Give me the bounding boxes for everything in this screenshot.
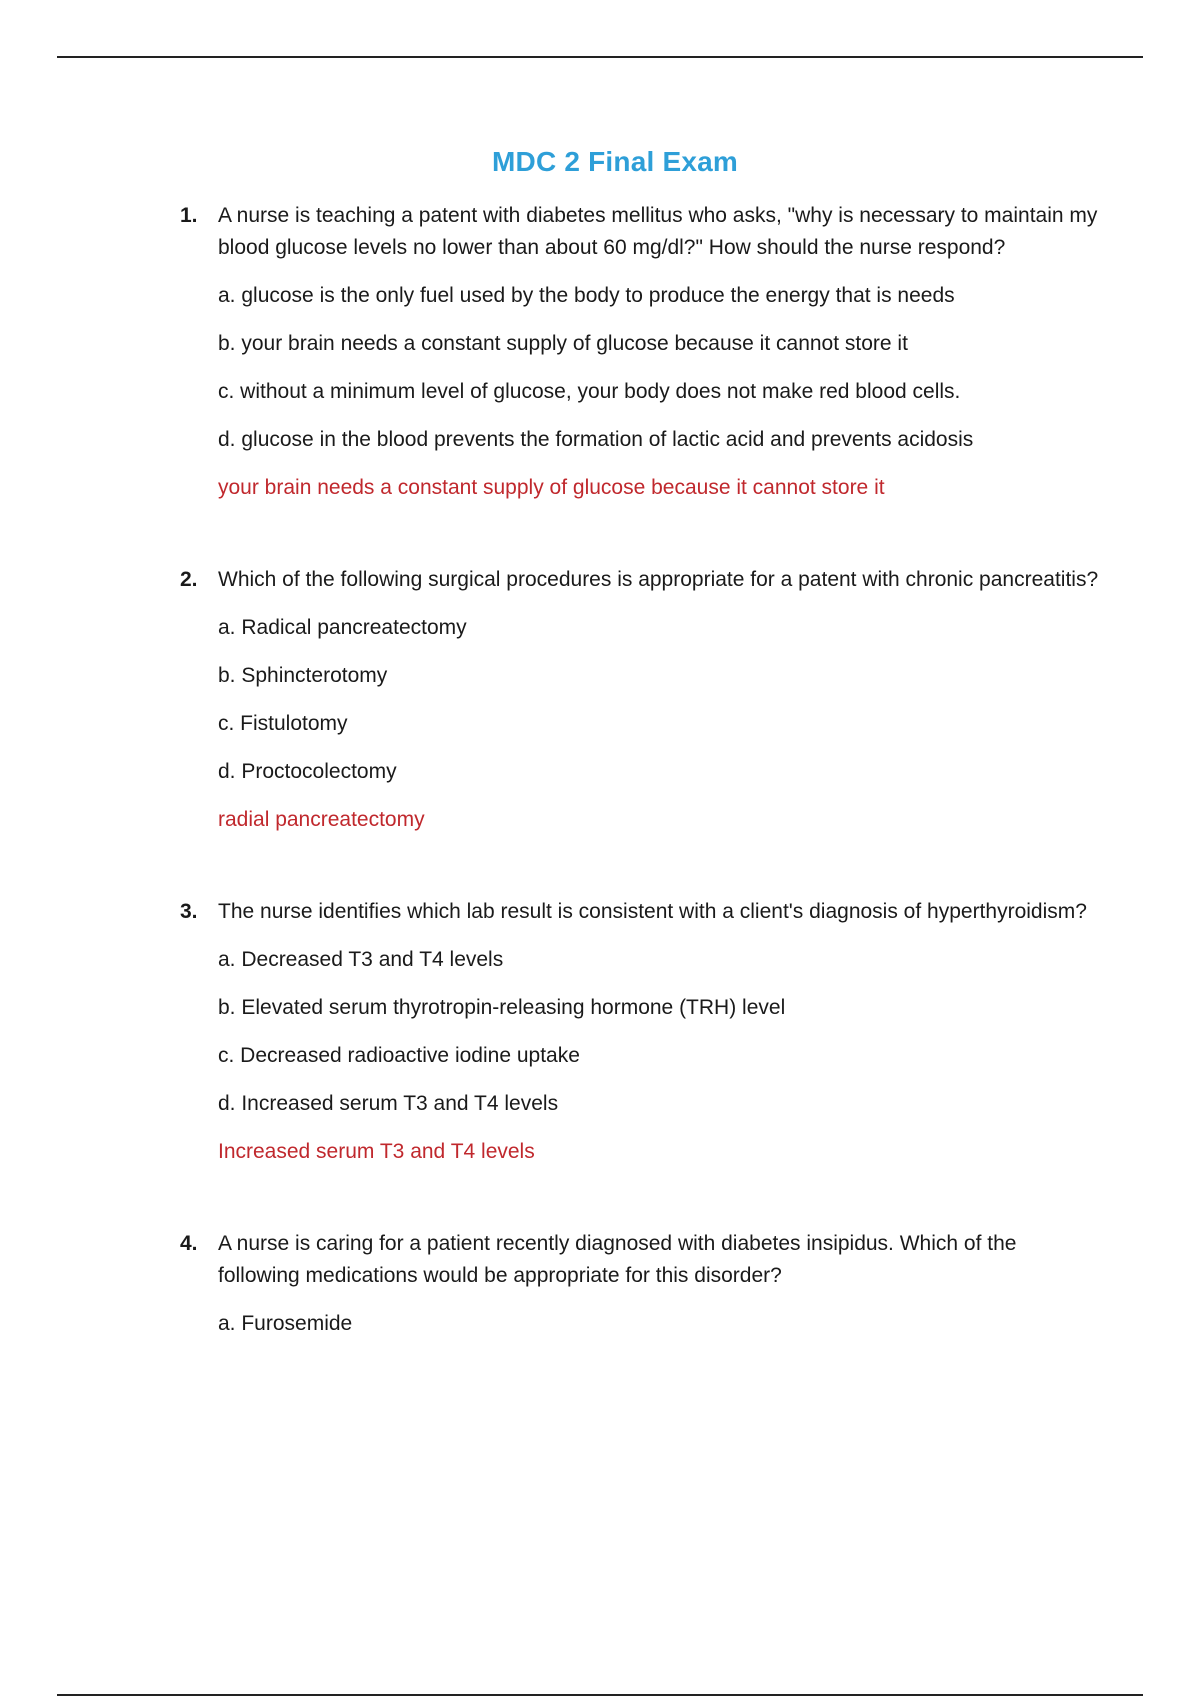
option-c: c. without a minimum level of glucose, your body does not make red blood cells.	[218, 380, 961, 403]
question-4	[180, 1228, 1100, 1340]
question-number: 3.	[180, 900, 198, 923]
question-2	[180, 564, 1100, 836]
option-b: b. your brain needs a constant supply of glucose because it cannot store it	[218, 332, 908, 355]
question-number: 4.	[180, 1232, 198, 1255]
question-text: Which of the following surgical procedures is appropriate for a patent with chronic pancreatitis?	[218, 568, 1099, 591]
option-a: a. Radical pancreatectomy	[218, 616, 467, 639]
question-text: A nurse is teaching a patent with diabetes mellitus who asks, "why is necessary to maintain my blood glucose levels no lower than about 60 mg/dl?" How should the nurse respond?	[218, 204, 1098, 259]
option-a: a. Furosemide	[218, 1312, 353, 1335]
question-number: 1.	[180, 204, 198, 227]
option-d: d. glucose in the blood prevents the formation of lactic acid and prevents acidosis	[218, 428, 974, 451]
option-c: c. Decreased radioactive iodine uptake	[218, 1044, 580, 1067]
option-a: a. glucose is the only fuel used by the body to produce the energy that is needs	[218, 284, 955, 307]
question-text: A nurse is caring for a patient recently diagnosed with diabetes insipidus. Which of the following medications would be appropriate for this disorder?	[218, 1232, 1017, 1287]
option-d: d. Proctocolectomy	[218, 760, 397, 783]
answer-text: Increased serum T3 and T4 levels	[218, 1140, 535, 1163]
answer-text: your brain needs a constant supply of glucose because it cannot store it	[218, 476, 885, 499]
question-1	[180, 200, 1100, 504]
footer-rule	[57, 1694, 1143, 1696]
question-3	[180, 896, 1100, 1168]
option-b: b. Sphincterotomy	[218, 664, 388, 687]
header-rule	[57, 56, 1143, 58]
question-list	[180, 200, 1100, 1356]
option-a: a. Decreased T3 and T4 levels	[218, 948, 504, 971]
option-c: c. Fistulotomy	[218, 712, 348, 735]
answer-text: radial pancreatectomy	[218, 808, 425, 831]
question-text: The nurse identifies which lab result is consistent with a client's diagnosis of hyperthyroidism?	[218, 900, 1087, 923]
question-number: 2.	[180, 568, 198, 591]
option-d: d. Increased serum T3 and T4 levels	[218, 1092, 559, 1115]
page-title: MDC 2 Final Exam	[492, 146, 738, 177]
option-b: b. Elevated serum thyrotropin-releasing hormone (TRH) level	[218, 996, 786, 1019]
